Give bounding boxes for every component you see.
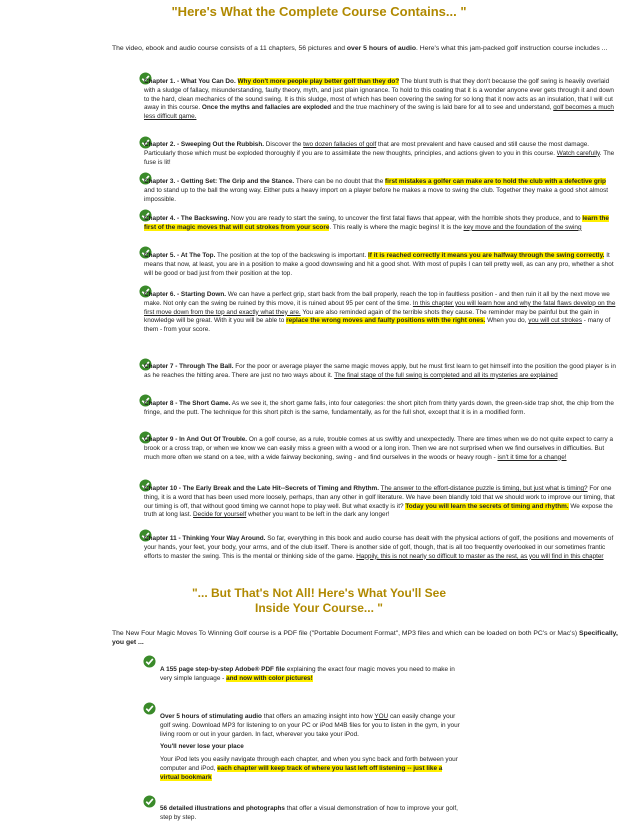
feature-bold: Over 5 hours of stimulating audio [160,713,262,720]
chapter-text-2: For one thing, it is a word that has been used more loosely, perhaps, than any other in golf literature. We have been blandly told that we should work to improve our timing, that our timing is off, that without good timing we cannot hope to play well. But what exactly is it? [144,485,615,510]
feature-3 [160,805,460,827]
chapter-text-2: . This really is where the magic begins! It is the [329,223,464,231]
chapter-text: On a golf course, as a rule, trouble comes at us swiftly and unexpectedly. There are times when we do not quite expect to carry a brook or a cross trap, or when we know we can easily miss a green with a wood or a long iron. Then we are not surprised when we find ourselves in difficulties. But much more often we stand on a tee, with a wide fairway beckoning, swing - and find ourselves in the woods or heavy rough - [144,436,614,461]
chapter-heading: Chapter 8 - The Short Game. [144,400,231,407]
feature-text: explaining the exact four magic moves you need to make in very simple language - [160,666,455,682]
chapter-underline: The final stage of the full swing is completed and all its mysteries are explained [334,371,558,379]
chapter-highlight: Today you will learn the secrets of timing and rhythm. [405,502,569,510]
chapter-3 [144,178,618,204]
chapter-text: As we see it, the short game falls, into four categories: the short pitch from thirty yards down, the green-side trap shot, the chip from the fringe, and the putt. The technique for this short pitch is the same, fundamentally, as for the full shot, except that it is in a modified form. [144,400,614,416]
chapter-text: Discover the [264,141,304,148]
page-title: "Here's What the Complete Course Contains... " [171,4,467,19]
chapter-text: Now you are ready to start the swing, to uncover the first fatal flaws that appear, with the horrible shots they produce, and to [229,215,583,222]
chapter-text: The position at the top of the backswing is important. [215,252,369,259]
intro-text: The video, ebook and audio course consists of a 11 chapters, 56 pictures and [112,45,347,52]
chapter-highlight: learn the first of the magic moves that will cut strokes from your score [144,215,609,231]
chapter-text: So far, everything in this book and audio course has dealt with the physical actions of golf, the positions and movements of your hands, your feet, your body, your arms, and of the club itself. There is another side of golf, though, that is all too frequently overlooked in our sometimes frantic efforts to master the swing. This is the mental or thinking side of the game. [144,535,614,560]
feature-highlight: and now with color pictures! [226,674,313,682]
chapter-underline: The answer to the effort-distance puzzle is timing, but just what is timing? [380,485,588,492]
chapter-highlight: Why don't more people play better golf than they do? [237,78,400,85]
chapter-underline-2: Watch carefully [556,149,600,157]
chapter-text-2: and the true machinery of the swing is laid bare for all to see and understand, [331,104,554,112]
feature-sub-text: Your iPod lets you easily navigate through each chapter, and when you sync back and forth between your computer and iPod, [160,756,458,772]
chapter-text: We can have a perfect grip, start back from the ball properly, reach the top in faultless position - and then ruin it all by the next move we make. Not only can the swing be ruined by this move, it is ruined about 95 per cent of the time. [144,291,610,307]
chapter-underline: isn't it time for a change! [497,453,567,461]
feature-sub-highlight: each chapter will keep track of where you last left off listening -- just like a virtual bookmark [160,764,443,781]
chapter-heading: Chapter 11 - Thinking Your Way Around. [144,535,266,542]
course-format-paragraph [112,629,624,647]
chapter-text: The blunt truth is that they don't because the golf swing is heavily overlaid with a sludge of fallacy, misunderstanding, faulty theory, myth, and just plain ignorance. To hold to this coating that it is a wonder anyone ever gets through it and down to the hard, clean mechanics of the sound swing. It is this sludge, most of which has been covering the swing for so long that it now acts as an insulation, that I will cut away in this course. [144,78,614,112]
check-icon [143,795,156,808]
chapter-11 [144,535,618,561]
intro-text-2: . Here's what this jam-packed golf instruction course includes ... [416,45,608,52]
format-text: The New Four Magic Moves To Winning Golf course is a PDF file ("Portable Document Format", MP3 files and which can be loaded on both PC's or Mac's) [112,630,580,637]
chapter-heading: Chapter 7 - Through The Ball. [144,363,234,370]
chapter-heading: Chapter 10 - The Early Break and the Late Hit--Secrets of Timing and Rhythm. [144,485,379,492]
chapter-text: For the poor or average player the same magic moves apply, but he must first learn to get himself into the position the good player is in as he reaches the hitting area. There are just no two ways about it. [144,363,616,379]
section-heading-line-2: Inside Your Course... " [255,601,383,615]
feature-underline: YOU [374,713,389,720]
chapter-text-2: and to stand up to the ball the wrong way. Either puts a heavy import on a player before he makes a move to swing the club. Together they make a good shot almost impossible. [144,186,609,203]
chapter-1 [144,78,618,122]
chapter-text-3: We expose the truth at long last. [144,502,613,519]
chapter-underline-2: Decide for yourself [193,511,247,519]
chapter-2 [144,141,618,167]
chapter-heading: Chapter 4. - The Backswing. [144,215,230,222]
chapter-heading: Chapter 3. - Getting Set: The Grip and the Stance. [144,178,295,185]
chapter-underline: key move and the foundation of the swing [463,223,582,231]
chapter-7 [144,363,618,381]
feature-text-2: can easily change your golf swing. Download MP3 for listening to on your PC or iPod M4B files for you to listen in the gym, in your living room or out in your garden. In fact, wherever you take your iPod. [160,713,460,738]
check-icon [143,655,156,668]
chapter-underline: golf becomes a much less difficult game. [144,104,614,121]
chapter-heading: Chapter 2. - Sweeping Out the Rubbish. [144,141,265,148]
chapter-6 [144,291,618,335]
check-icon [143,702,156,715]
chapter-underline-2: you will cut strokes [528,317,582,325]
chapter-highlight: If it is reached correctly it means you are halfway through the swing correctly. [368,252,605,259]
feature-bold: 56 detailed illustrations and photographs [160,805,285,812]
chapter-10 [144,485,618,520]
chapter-text-2: that are most prevalent and have caused and still cause the most damage. Particularly those which must be exploded thoroughly if you are to assimilate the new thoughts, principles, and actions given to you in this course. [144,141,590,157]
chapter-heading: Chapter 5. - At The Top. [144,252,216,259]
chapter-underline: two dozen fallacies of golf [303,141,377,148]
chapter-8 [144,400,618,418]
chapter-highlight: replace the wrong moves and faulty positions with the right ones. [286,317,486,325]
chapter-text-4: - many of them - from your score. [144,317,611,334]
feature-text: that offer a visual demonstration of how to improve your golf, step by step. [160,805,458,821]
chapter-text-2: It means that now, at least, you are in a position to make a good downswing and hit a good shot. With most of pupils I can tell pretty well, as can any pro, whether a shot will be good or bad just from their position at the top. [144,252,614,277]
chapter-underline: In this chapter you will learn how and why the fatal flaws develop on the first move down from the top and exactly what they are. [144,299,616,316]
chapter-5 [144,252,618,278]
chapter-9 [144,436,618,462]
chapter-text-3: When you do, [485,317,529,325]
chapter-text: There can be no doubt that the [294,178,386,185]
feature-text: that offers an amazing insight into how [261,713,375,720]
feature-bold: A 155 page step-by-step Adobe® PDF file [160,666,285,673]
chapter-highlight: first mistakes a golfer can make are to hold the club with a defective grip [385,178,606,185]
chapter-text-3: . The fuse is lit! [144,149,615,166]
chapter-heading: Chapter 9 - In And Out Of Trouble. [144,436,248,443]
chapter-heading: Chapter 1. - What You Can Do. [144,78,236,85]
chapter-4 [144,215,618,233]
chapter-text-4: whether you want to be left in the dark any longer! [246,511,390,519]
section-heading [0,586,638,616]
chapter-text-2: You are also reminded again of the terrible shots they cause. The reminder may be painful but the gain in knowledge will be great. With it you will be able to [144,308,599,325]
section-heading-line-1: "... But That's Not All! Here's What You'll See [191,586,447,600]
intro-paragraph [112,44,624,53]
feature-2 [160,713,460,787]
chapter-underline: Happily, this is not nearly so difficult to master as the rest, as you will find in this chapter [356,552,604,560]
feature-subheading: You'll never lose your place [160,743,244,751]
chapter-bold: Once the myths and fallacies are exploded [201,104,332,112]
format-bold: Specifically, you get ... [112,630,618,647]
intro-bold: over 5 hours of audio [346,45,417,52]
chapter-heading: Chapter 6. - Starting Down. [144,291,227,298]
feature-1 [160,666,460,688]
